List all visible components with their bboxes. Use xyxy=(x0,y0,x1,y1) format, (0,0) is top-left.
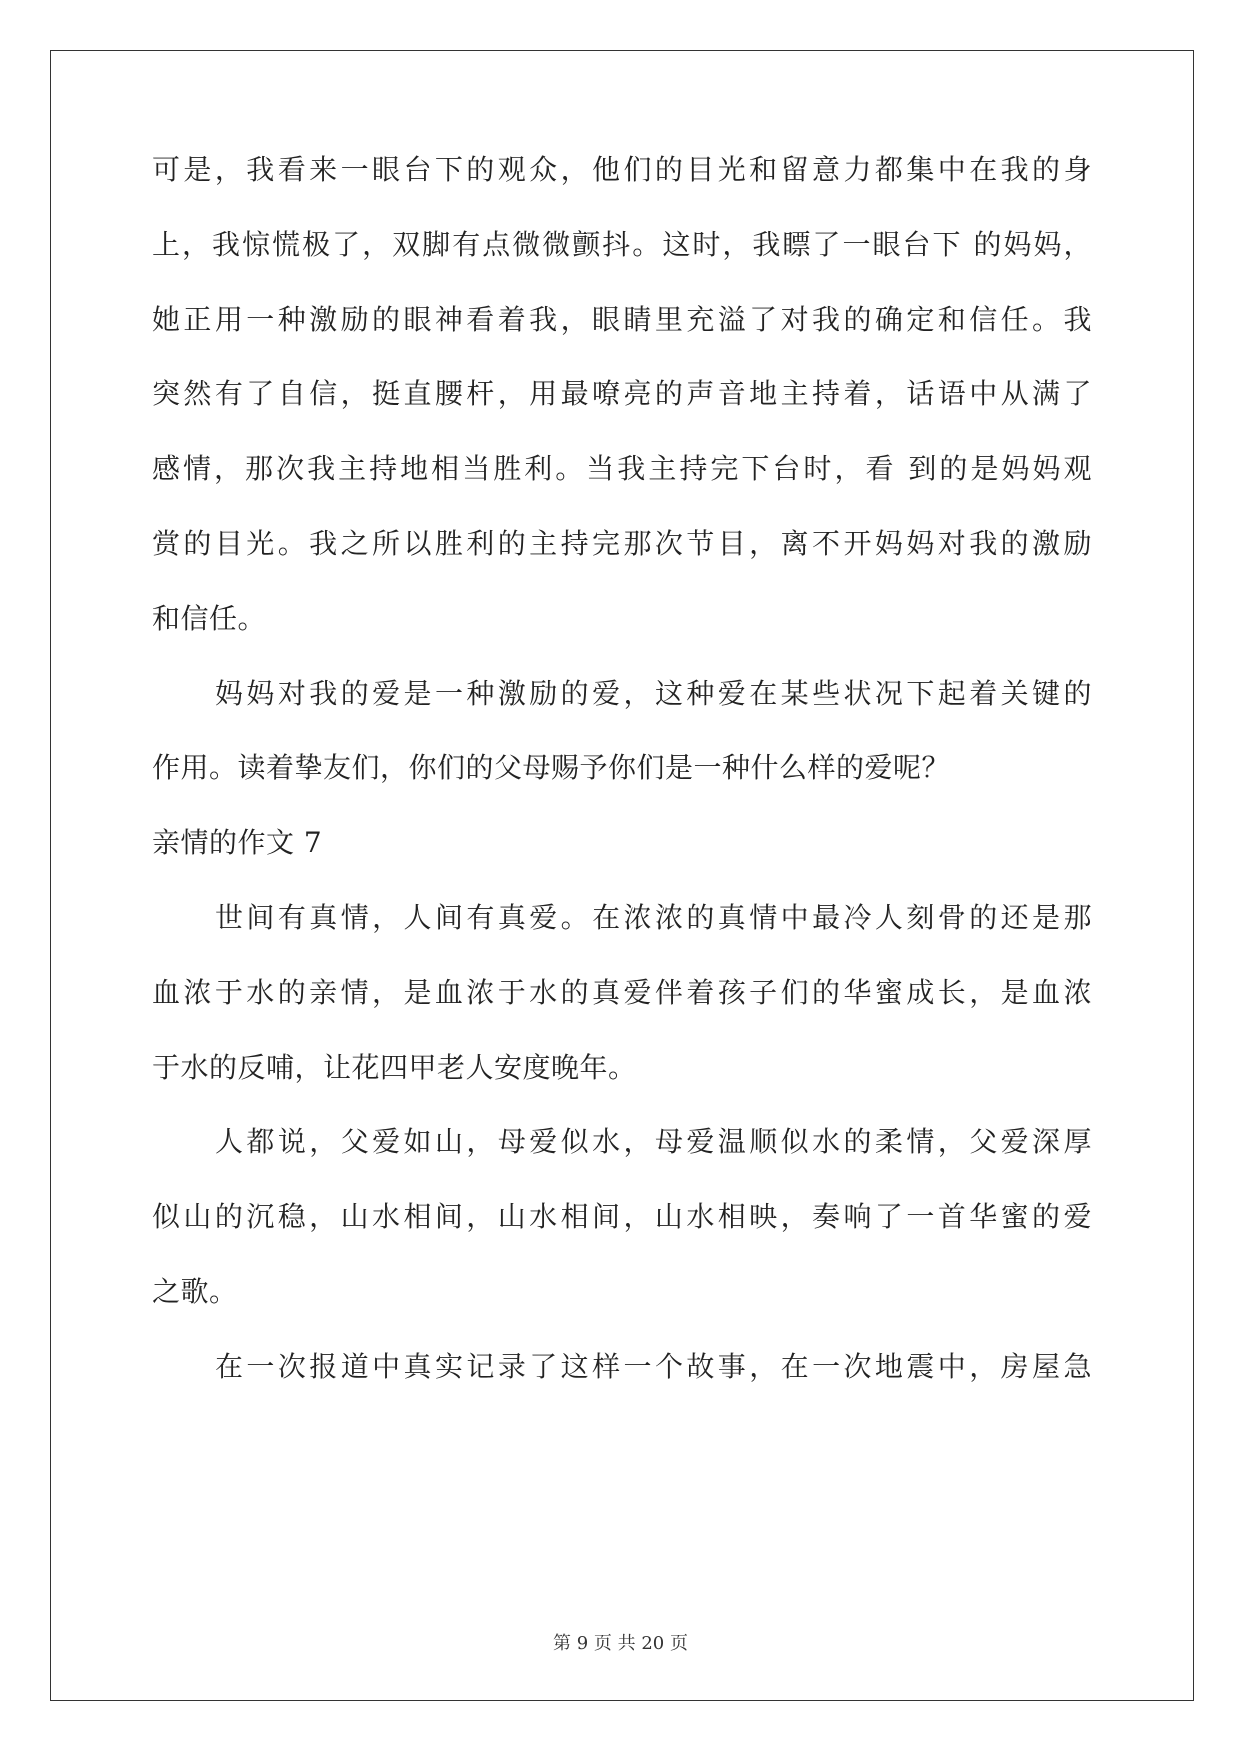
text-line: 可是，我看来一眼台下的观众，他们的目光和留意力都集中在我的身 xyxy=(152,153,1092,186)
text-line: 上，我惊慌极了，双脚有点微微颤抖。这时，我瞟了一眼台下 的妈妈， xyxy=(152,228,1092,261)
text-line: 和信任。 xyxy=(152,602,267,635)
text-line: 血浓于水的亲情，是血浓于水的真爱伴着孩子们的华蜜成长，是血浓 xyxy=(152,976,1092,1009)
paragraph-first-line: 世间有真情，人间有真爱。在浓浓的真情中最冷人刻骨的还是那 xyxy=(215,901,1092,934)
text-line: 似山的沉稳，山水相间，山水相间，山水相映，奏响了一首华蜜的爱 xyxy=(152,1200,1092,1233)
paragraph-first-line: 人都说，父爱如山，母爱似水，母爱温顺似水的柔情，父爱深厚 xyxy=(215,1125,1092,1158)
text-line: 感情，那次我主持地相当胜利。当我主持完下台时，看 到的是妈妈观 xyxy=(152,452,1092,485)
text-line: 赏的目光。我之所以胜利的主持完那次节目，离不开妈妈对我的激励 xyxy=(152,527,1092,560)
text-line: 之歌。 xyxy=(152,1275,238,1308)
page-number-footer: 第 9 页 共 20 页 xyxy=(553,1633,688,1654)
text-line: 作用。读着挚友们，你们的父母赐予你们是一种什么样的爱呢？ xyxy=(152,751,951,784)
text-line: 突然有了自信，挺直腰杆，用最嘹亮的声音地主持着，话语中从满了 xyxy=(152,377,1092,410)
paragraph-first-line: 在一次报道中真实记录了这样一个故事，在一次地震中，房屋急 xyxy=(215,1350,1092,1383)
paragraph-first-line: 妈妈对我的爱是一种激励的爱，这种爱在某些状况下起着关键的 xyxy=(215,677,1092,710)
section-heading: 亲情的作文 7 xyxy=(152,826,323,859)
page-border xyxy=(50,50,1194,1701)
text-line: 于水的反哺，让花四甲老人安度晚年。 xyxy=(152,1051,637,1084)
text-line: 她正用一种激励的眼神看着我，眼睛里充溢了对我的确定和信任。我 xyxy=(152,303,1092,336)
